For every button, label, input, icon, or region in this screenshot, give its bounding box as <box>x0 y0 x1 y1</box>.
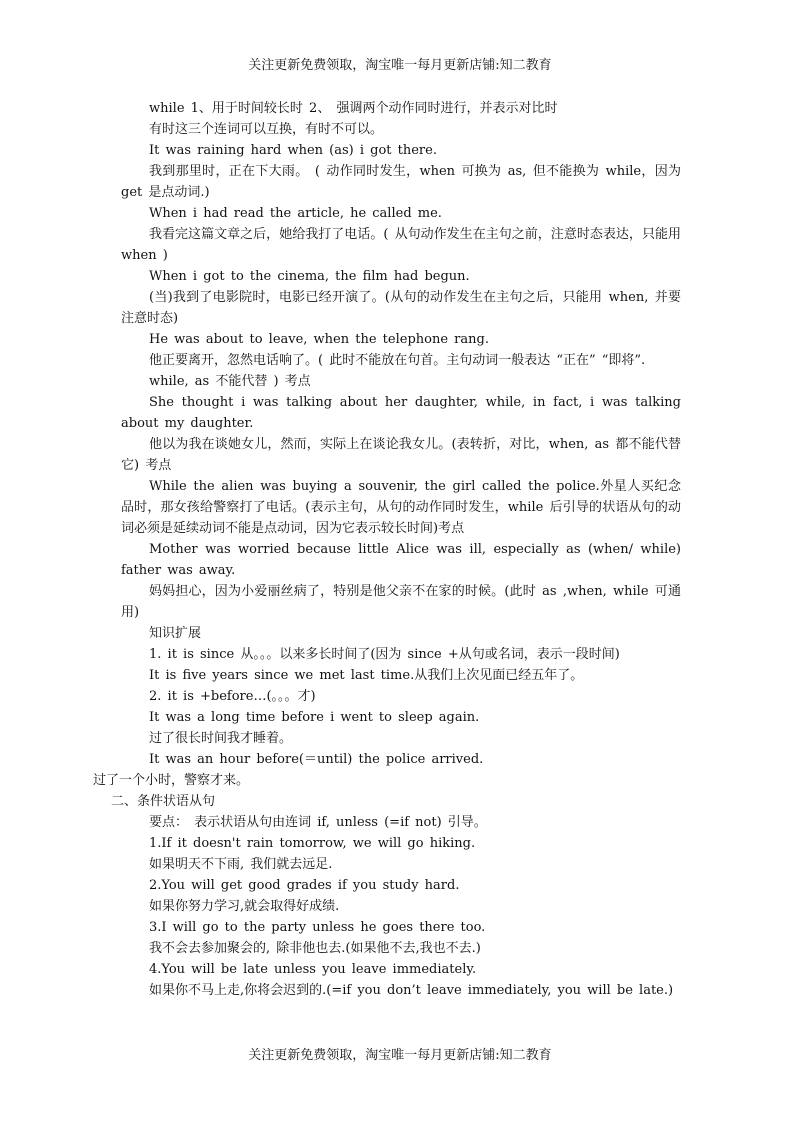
page-footer: 关注更新免费领取，淘宝唯一每月更新店铺:知二教育 <box>248 1048 552 1063</box>
paragraph: 如果你努力学习,就会取得好成绩. <box>149 899 340 914</box>
paragraph: while 1、用于时间较长时 2、 强调两个动作同时进行，并表示对比时 <box>149 101 558 116</box>
page-header: 关注更新免费领取，淘宝唯一每月更新店铺:知二教育 <box>248 58 552 73</box>
paragraph: 如果你不马上走,你将会迟到的.(=if you don’t leave immediately, you will be late.) <box>149 983 674 998</box>
document-body <box>93 98 681 1001</box>
paragraph: When i had read the article, he called me. <box>149 206 442 221</box>
paragraph: It was raining hard when (as) i got there. <box>149 143 437 158</box>
paragraph: 我看完这篇文章之后，她给我打了电话。( 从句动作发生在主句之前，注意时态表达，只能用 when ) <box>121 227 681 263</box>
paragraph: 要点： 表示状语从句由连词 if, unless (=if not) 引导。 <box>149 815 487 830</box>
paragraph: (当)我到了电影院时，电影已经开演了。(从句的动作发生在主句之后，只能用 when, 并要注意时态) <box>121 290 681 326</box>
paragraph: 我到那里时，正在下大雨。 ( 动作同时发生，when 可换为 as, 但不能换为 while，因为 get 是点动词.) <box>121 164 681 200</box>
paragraph: 4.You will be late unless you leave immediately. <box>149 962 477 977</box>
section-heading: 二、条件状语从句 <box>111 794 216 809</box>
paragraph: She thought i was talking about her daughter, while, in fact, i was talking about my daughter. <box>121 395 681 431</box>
paragraph: It is five years since we met last time.从我们上次见面已经五年了。 <box>149 668 584 683</box>
paragraph: When i got to the cinema, the film had begun. <box>149 269 470 284</box>
paragraph: Mother was worried because little Alice was ill, especially as (when/ while) father was away. <box>121 542 681 578</box>
paragraph: while, as 不能代替 ) 考点 <box>149 374 311 389</box>
paragraph: He was about to leave, when the telephone rang. <box>149 332 489 347</box>
section-subheading: 知识扩展 <box>149 626 202 641</box>
paragraph: 1.If it doesn't rain tomorrow, we will go hiking. <box>149 836 476 851</box>
paragraph: 如果明天不下雨, 我们就去远足. <box>149 857 333 872</box>
paragraph: 2. it is +before…(。。。才) <box>149 689 316 704</box>
paragraph: 他以为我在谈她女儿，然而，实际上在谈论我女儿。(表转折，对比，when, as 都不能代替它) 考点 <box>121 437 681 473</box>
paragraph: 有时这三个连词可以互换，有时不可以。 <box>149 122 384 137</box>
paragraph: While the alien was buying a souvenir, the girl called the police.外星人买纪念品时，那女孩给警察打了电话。(表示主句，从句的动作同时发生，while 后引导的状语从句的动词必须是延续动词不能是点动词，因为它表示较长时间)考点 <box>121 479 681 536</box>
paragraph: 2.You will get good grades if you study hard. <box>149 878 460 893</box>
paragraph: It was an hour before(＝until) the police arrived. <box>149 752 484 767</box>
paragraph: 妈妈担心，因为小爱丽丝病了，特别是他父亲不在家的时候。(此时 as ,when, while 可通用) <box>121 584 681 620</box>
paragraph: 过了很长时间我才睡着。 <box>149 731 293 746</box>
paragraph: It was a long time before i went to sleep again. <box>149 710 480 725</box>
paragraph: 1. it is since 从。。。以来多长时间了(因为 since +从句或名词，表示一段时间) <box>149 647 620 662</box>
paragraph: 过了一个小时，警察才来。 <box>93 773 250 788</box>
paragraph: 他正要离开，忽然电话响了。( 此时不能放在句首。主句动词一般表达 “正在” “即将”. <box>149 353 646 368</box>
paragraph: 3.I will go to the party unless he goes there too. <box>149 920 486 935</box>
paragraph: 我不会去参加聚会的, 除非他也去.(如果他不去,我也不去.) <box>149 941 481 956</box>
